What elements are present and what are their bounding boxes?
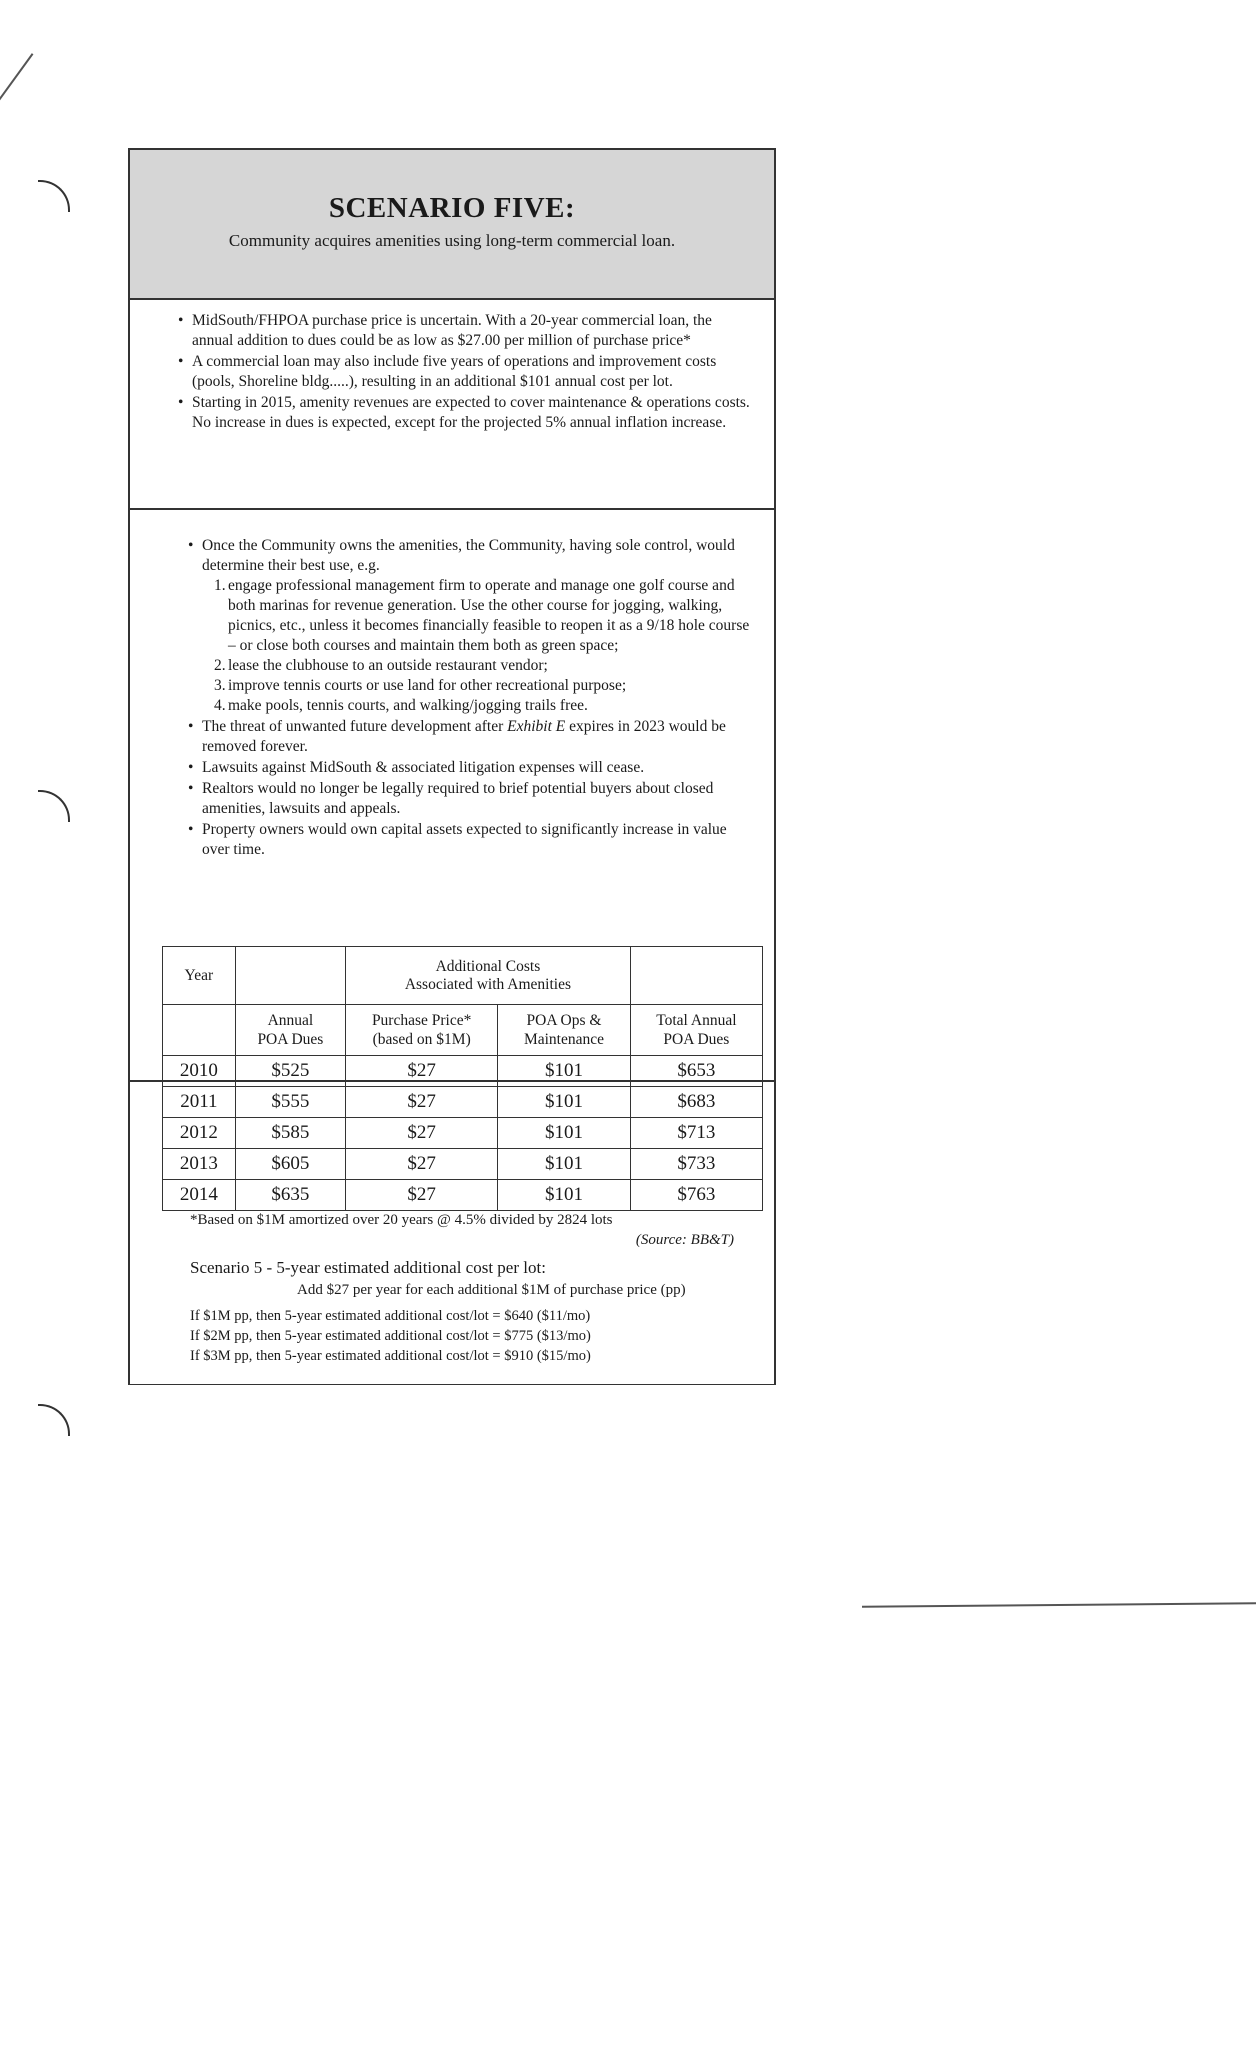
amortization-footnote: *Based on $1M amortized over 20 years @ 4.5% divided by 2824 lots (190, 1212, 613, 1228)
table-row: 2010 $525 $27 $101 $653 (163, 1056, 763, 1087)
page-subtitle: Community acquires amenities using long-term commercial loan. (228, 231, 676, 250)
ops-maintenance-header: POA Ops & Maintenance (498, 1005, 631, 1056)
table-header-row (163, 947, 763, 1005)
scenario-header (130, 148, 774, 300)
additional-costs-header: Additional Costs Associated with Amenities (346, 947, 631, 1005)
benefit-bullets (186, 536, 758, 861)
loan-summary-section (130, 296, 774, 510)
bullet-sole-control (186, 536, 758, 716)
scan-edge-line (862, 1602, 1256, 1607)
source-citation: (Source: BB&T) (635, 1232, 734, 1248)
punch-hole-top (38, 180, 70, 212)
scan-mark (0, 53, 33, 103)
exhibit-e-ref: Exhibit E (507, 718, 566, 735)
punch-hole-bottom (38, 1404, 70, 1436)
option-item: 3. improve tennis courts or use land for other recreational purpose; (214, 677, 627, 694)
table-row: 2011 $555 $27 $101 $683 (163, 1087, 763, 1118)
additional-pp-note: Add $27 per year for each additional $1M of purchase price (pp) (297, 1282, 686, 1298)
total-dues-header: Total Annual POA Dues (630, 1005, 762, 1056)
use-options-list (202, 576, 758, 716)
bullet-realtors: • Realtors would no longer be legally required to brief potential buyers about closed amenities, lawsuits and appeals. (186, 779, 758, 819)
table-row: 2012 $585 $27 $101 $713 (163, 1118, 763, 1149)
table-row: 2013 $605 $27 $101 $733 (163, 1149, 763, 1180)
cost-line-2m: If $2M pp, then 5-year estimated additional cost/lot = $775 ($13/mo) (190, 1328, 591, 1344)
bullet-development-threat: • The threat of unwanted future development after Exhibit E expires in 2023 would be removed forever. (186, 717, 758, 757)
annual-dues-header: Annual POA Dues (235, 1005, 345, 1056)
bullet-capital-assets: • Property owners would own capital assets expected to significantly increase in value over time. (186, 820, 758, 860)
bullet-lawsuits: • Lawsuits against MidSouth & associated litigation expenses will cease. (186, 758, 758, 778)
loan-bullets (176, 311, 756, 434)
cost-line-3m: If $3M pp, then 5-year estimated additional cost/lot = $910 ($15/mo) (190, 1348, 591, 1364)
option-item: 1. engage professional management firm to operate and manage one golf course and both marinas for revenue generation. Use the other course for jogging, walking, picnics, etc., unless it becomes financially feasible to reopen it as a 9/18 hole course – or close both courses and maintain them both as green space; (214, 577, 750, 654)
sole-control-text: Once the Community owns the amenities, the Community, having sole control, would determine their best use, e.g. (202, 537, 735, 574)
cost-line-1m: If $1M pp, then 5-year estimated additional cost/lot = $640 ($11/mo) (190, 1308, 591, 1324)
bullet-operations-costs: • A commercial loan may also include five years of operations and improvement costs (pools, Shoreline bldg.....), resulting in an additional $101 annual cost per lot. (176, 352, 756, 392)
dues-cost-table (162, 946, 763, 1211)
option-item: 2. lease the clubhouse to an outside restaurant vendor; (214, 657, 548, 674)
scenario5-cost-heading: Scenario 5 - 5-year estimated additional cost per lot: (190, 1258, 546, 1277)
bullet-purchase-price: • MidSouth/FHPOA purchase price is uncertain. With a 20-year commercial loan, the annual addition to dues could be as low as $27.00 per million of purchase price* (176, 311, 756, 351)
table-row: 2014 $635 $27 $101 $763 (163, 1180, 763, 1211)
punch-hole-middle (38, 790, 70, 822)
year-header: Year (163, 947, 236, 1005)
page-title: SCENARIO FIVE: (328, 192, 576, 224)
scenario-five-page (128, 148, 776, 1385)
purchase-price-header: Purchase Price* (based on $1M) (346, 1005, 498, 1056)
option-item: 4. make pools, tennis courts, and walking/jogging trails free. (214, 697, 588, 714)
table-subheader-row (163, 1005, 763, 1056)
cost-per-lot-lines (190, 1306, 591, 1366)
bullet-amenity-revenues: • Starting in 2015, amenity revenues are expected to cover maintenance & operations costs. No increase in dues is expected, except for the projected 5% annual inflation increase. (176, 393, 756, 433)
